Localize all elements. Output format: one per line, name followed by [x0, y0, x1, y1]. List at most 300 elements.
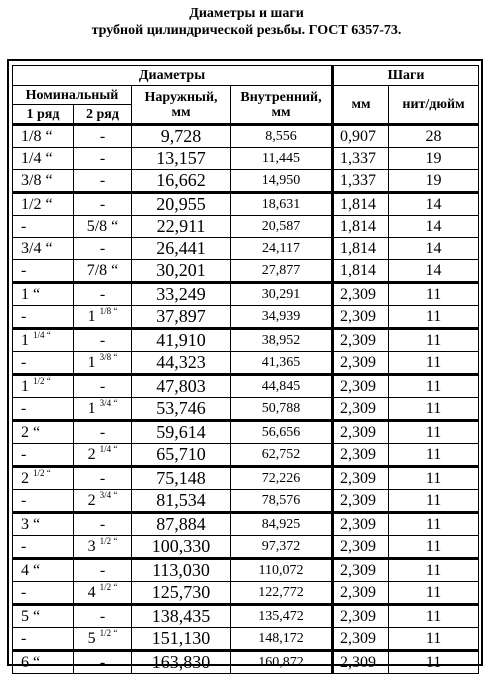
cell-row1 [13, 513, 74, 536]
cell-tpi-text: 11 [425, 377, 442, 395]
cell-inner-text: 84,925 [261, 516, 301, 532]
cell-inner [231, 513, 333, 536]
cell-row1 [13, 148, 74, 170]
cell-row1 [13, 628, 74, 651]
table-row [13, 283, 479, 306]
cell-row2 [74, 283, 132, 306]
cell-tpi [389, 283, 479, 306]
cell-row1 [13, 306, 74, 329]
cell-row1-text: 3/4 “ [21, 239, 53, 257]
cell-row2 [74, 490, 132, 513]
cell-inner [231, 421, 333, 444]
cell-mm [333, 559, 389, 582]
cell-tpi [389, 490, 479, 513]
cell-outer-text: 59,614 [156, 422, 206, 442]
cell-row1 [13, 329, 74, 352]
cell-row1 [13, 170, 74, 193]
cell-mm-text: 1,814 [340, 217, 377, 235]
cell-mm [333, 125, 389, 148]
cell-row2-text: - [99, 171, 106, 189]
cell-row1-text: 1/2 “ [21, 195, 53, 213]
header-inner [231, 86, 333, 125]
cell-inner-text: 34,939 [261, 308, 301, 324]
cell-row2-fraction: 1/8 “ [99, 305, 118, 316]
cell-inner [231, 559, 333, 582]
cell-inner [231, 375, 333, 398]
cell-outer-text: 16,662 [156, 170, 206, 190]
cell-tpi-text: 11 [425, 353, 442, 371]
cell-row1-text: - [21, 583, 27, 601]
cell-row1-text: 6 “ [21, 653, 41, 671]
cell-row2-text: 4 [87, 583, 96, 601]
cell-row1 [13, 283, 74, 306]
table-row [13, 421, 479, 444]
cell-outer [132, 651, 231, 674]
table-row [13, 193, 479, 216]
cell-row2-text: - [99, 515, 106, 533]
cell-row1-text: - [21, 307, 27, 325]
cell-tpi [389, 444, 479, 467]
cell-row2-fraction: 3/8 “ [99, 351, 118, 362]
cell-mm-text: 1,337 [340, 171, 377, 189]
header-inner-line1: Внутренний, [240, 89, 322, 105]
cell-row2 [74, 148, 132, 170]
cell-row2-fraction: 3/4 “ [99, 397, 118, 408]
table-row [13, 444, 479, 467]
cell-row1 [13, 467, 74, 490]
cell-tpi [389, 421, 479, 444]
cell-tpi [389, 605, 479, 628]
cell-tpi-text: 11 [425, 515, 442, 533]
table-row [13, 148, 479, 170]
cell-inner [231, 148, 333, 170]
cell-inner [231, 490, 333, 513]
cell-inner [231, 352, 333, 375]
cell-row1 [13, 125, 74, 148]
table-row [13, 467, 479, 490]
cell-outer [132, 148, 231, 170]
header-outer [132, 86, 231, 125]
cell-row2 [74, 628, 132, 651]
cell-row2-text: - [99, 377, 106, 395]
cell-inner-text: 30,291 [261, 286, 301, 302]
cell-row2 [74, 582, 132, 605]
cell-tpi [389, 216, 479, 238]
cell-tpi-text: 11 [425, 285, 442, 303]
header-inner-line2: мм [271, 104, 291, 120]
cell-inner [231, 306, 333, 329]
cell-inner-text: 41,365 [261, 354, 301, 370]
cell-row2-text: 1 [87, 399, 96, 417]
cell-outer [132, 125, 231, 148]
cell-inner-text: 62,752 [261, 446, 301, 462]
cell-tpi-text: 11 [425, 445, 442, 463]
cell-tpi-text: 11 [425, 491, 442, 509]
cell-mm-text: 2,309 [340, 445, 377, 463]
cell-outer-text: 53,746 [156, 398, 206, 418]
cell-mm-text: 2,309 [340, 399, 377, 417]
cell-row2-text: - [99, 127, 106, 145]
cell-row1 [13, 375, 74, 398]
cell-row2-text: - [99, 149, 106, 167]
cell-inner [231, 238, 333, 260]
cell-mm [333, 421, 389, 444]
cell-inner-text: 160,872 [258, 654, 304, 670]
cell-outer [132, 513, 231, 536]
header-diameters: Диаметры [13, 66, 333, 86]
cell-mm-text: 2,309 [340, 491, 377, 509]
cell-outer [132, 490, 231, 513]
table-body [13, 125, 479, 674]
header-mm: мм [333, 86, 389, 125]
cell-row1 [13, 559, 74, 582]
cell-row2 [74, 559, 132, 582]
cell-mm [333, 605, 389, 628]
cell-tpi [389, 536, 479, 559]
cell-inner [231, 651, 333, 674]
cell-tpi-text: 11 [425, 399, 442, 417]
table-row [13, 216, 479, 238]
cell-tpi-text: 11 [425, 331, 442, 349]
cell-tpi [389, 260, 479, 283]
cell-mm-text: 2,309 [340, 307, 377, 325]
cell-outer-text: 9,728 [160, 126, 202, 146]
cell-mm-text: 2,309 [340, 629, 377, 647]
cell-row1-text: - [21, 445, 27, 463]
cell-mm [333, 170, 389, 193]
cell-inner-text: 27,877 [261, 262, 301, 278]
table-row [13, 170, 479, 193]
cell-row2-text: - [99, 561, 106, 579]
cell-row1-text: 3/8 “ [21, 171, 53, 189]
cell-outer [132, 193, 231, 216]
cell-row2 [74, 605, 132, 628]
cell-row2 [74, 444, 132, 467]
cell-mm [333, 582, 389, 605]
cell-row1-text: - [21, 629, 27, 647]
table-row [13, 352, 479, 375]
cell-outer-text: 163,830 [151, 652, 211, 672]
cell-tpi [389, 125, 479, 148]
cell-row2 [74, 398, 132, 421]
cell-outer-text: 65,710 [156, 444, 206, 464]
cell-tpi [389, 193, 479, 216]
cell-row1-text: 1 [21, 331, 29, 349]
cell-row2 [74, 421, 132, 444]
cell-tpi-text: 11 [425, 583, 442, 601]
cell-row2-fraction: 1/2 “ [99, 581, 118, 592]
cell-outer-text: 26,441 [156, 238, 206, 258]
cell-row1-text: - [21, 399, 27, 417]
cell-outer [132, 329, 231, 352]
cell-row1 [13, 260, 74, 283]
header-tpi: нит/дюйм [389, 86, 479, 125]
cell-outer [132, 467, 231, 490]
cell-row1-text: 2 “ [21, 423, 41, 441]
table-row [13, 651, 479, 674]
cell-tpi [389, 513, 479, 536]
cell-tpi [389, 306, 479, 329]
cell-outer-text: 138,435 [151, 606, 211, 626]
thread-table [12, 65, 479, 674]
cell-outer-text: 100,330 [151, 536, 211, 556]
cell-inner-text: 11,445 [262, 150, 300, 166]
cell-row2 [74, 352, 132, 375]
cell-mm-text: 2,309 [340, 331, 377, 349]
cell-inner-text: 72,226 [261, 470, 301, 486]
cell-row1-text: 1 [21, 377, 29, 395]
cell-outer-text: 47,803 [156, 376, 206, 396]
cell-mm [333, 375, 389, 398]
cell-row2-text: - [99, 195, 106, 213]
cell-mm-text: 2,309 [340, 285, 377, 303]
cell-row1-text: 4 “ [21, 561, 41, 579]
cell-tpi-text: 14 [425, 239, 442, 257]
cell-row2-text: - [99, 653, 106, 671]
cell-row2 [74, 193, 132, 216]
cell-inner-text: 18,631 [261, 196, 301, 212]
header-row2: 2 ряд [74, 105, 132, 125]
cell-row2-text: 5/8 “ [86, 217, 119, 235]
cell-row1-text: 1/4 “ [21, 149, 53, 167]
cell-inner-text: 110,072 [258, 562, 304, 578]
cell-inner-text: 148,172 [258, 630, 304, 646]
cell-row2-text: 1 [87, 307, 96, 325]
cell-row1-text: - [21, 537, 27, 555]
cell-inner [231, 329, 333, 352]
cell-outer-text: 113,030 [152, 560, 210, 580]
cell-outer [132, 582, 231, 605]
cell-tpi-text: 19 [425, 149, 442, 167]
cell-outer [132, 628, 231, 651]
cell-tpi-text: 11 [425, 653, 442, 671]
cell-tpi-text: 14 [425, 217, 442, 235]
cell-mm-text: 2,309 [340, 653, 377, 671]
cell-row1-fraction: 1/2 “ [33, 467, 51, 478]
cell-outer-text: 41,910 [156, 330, 206, 350]
header-nominal: Номинальный [13, 86, 132, 105]
cell-outer [132, 605, 231, 628]
header-outer-line2: мм [171, 104, 191, 120]
cell-row2-fraction: 1/4 “ [99, 443, 118, 454]
cell-mm [333, 260, 389, 283]
cell-outer-text: 20,955 [156, 194, 206, 214]
cell-outer-text: 87,884 [156, 514, 206, 534]
cell-tpi-text: 11 [425, 423, 442, 441]
cell-outer [132, 238, 231, 260]
table-row [13, 559, 479, 582]
cell-mm [333, 329, 389, 352]
cell-mm [333, 306, 389, 329]
cell-mm [333, 238, 389, 260]
cell-row2-text: - [99, 423, 106, 441]
cell-inner [231, 260, 333, 283]
table-row [13, 329, 479, 352]
cell-tpi-text: 11 [425, 307, 442, 325]
cell-row2-text: 5 [87, 629, 96, 647]
cell-inner [231, 193, 333, 216]
cell-inner [231, 605, 333, 628]
cell-tpi [389, 628, 479, 651]
cell-row1 [13, 398, 74, 421]
cell-outer [132, 306, 231, 329]
cell-row2 [74, 306, 132, 329]
cell-inner-text: 20,587 [261, 218, 301, 234]
page-subtitle: трубной цилиндрической резьбы. ГОСТ 6357-73. [91, 23, 402, 38]
cell-row2-text: - [99, 285, 106, 303]
cell-mm [333, 513, 389, 536]
cell-mm-text: 2,309 [340, 607, 377, 625]
cell-row1-fraction: 1/2 “ [33, 375, 51, 386]
cell-row2-fraction: 1/2 “ [99, 535, 118, 546]
cell-row1 [13, 490, 74, 513]
cell-tpi-text: 11 [425, 629, 442, 647]
cell-row2-fraction: 1/2 “ [99, 627, 118, 638]
cell-mm-text: 0,907 [340, 127, 377, 145]
cell-tpi [389, 559, 479, 582]
cell-mm [333, 651, 389, 674]
cell-outer [132, 216, 231, 238]
cell-tpi [389, 238, 479, 260]
cell-tpi-text: 11 [425, 537, 442, 555]
cell-tpi-text: 11 [425, 469, 442, 487]
cell-row1 [13, 238, 74, 260]
cell-row2 [74, 170, 132, 193]
cell-mm [333, 467, 389, 490]
cell-tpi [389, 352, 479, 375]
cell-mm-text: 1,814 [340, 261, 377, 279]
cell-row2 [74, 125, 132, 148]
cell-row2 [74, 216, 132, 238]
cell-mm-text: 2,309 [340, 377, 377, 395]
cell-inner [231, 283, 333, 306]
cell-mm [333, 352, 389, 375]
cell-row2-text: 7/8 “ [86, 261, 119, 279]
page-title: Диаметры и шаги [189, 6, 304, 21]
cell-outer [132, 375, 231, 398]
cell-row1-text: - [21, 217, 27, 235]
cell-outer-text: 81,534 [156, 490, 206, 510]
cell-outer-text: 151,130 [151, 628, 211, 648]
cell-inner [231, 467, 333, 490]
cell-tpi [389, 467, 479, 490]
cell-mm [333, 536, 389, 559]
cell-mm [333, 148, 389, 170]
cell-row1 [13, 216, 74, 238]
cell-tpi-text: 11 [425, 561, 442, 579]
cell-outer-text: 33,249 [156, 284, 206, 304]
cell-row1-text: - [21, 261, 27, 279]
cell-row1 [13, 421, 74, 444]
cell-row2-text: 2 [87, 445, 96, 463]
cell-tpi-text: 14 [425, 261, 442, 279]
cell-mm-text: 2,309 [340, 537, 377, 555]
cell-inner [231, 628, 333, 651]
cell-row1 [13, 651, 74, 674]
cell-inner-text: 8,556 [265, 128, 297, 144]
cell-row2 [74, 467, 132, 490]
cell-inner [231, 398, 333, 421]
cell-outer-text: 30,201 [156, 260, 206, 280]
cell-mm [333, 490, 389, 513]
cell-row1-fraction: 1/4 “ [33, 329, 51, 340]
cell-row1-text: 1/8 “ [21, 127, 53, 145]
cell-row2 [74, 375, 132, 398]
table-row [13, 238, 479, 260]
cell-row1-text: - [21, 353, 27, 371]
cell-inner [231, 582, 333, 605]
cell-outer-text: 44,323 [156, 352, 206, 372]
cell-inner-text: 56,656 [261, 424, 301, 440]
cell-mm-text: 2,309 [340, 561, 377, 579]
header-steps: Шаги [333, 66, 479, 86]
cell-inner-text: 24,117 [262, 240, 300, 256]
cell-tpi-text: 14 [425, 195, 442, 213]
cell-tpi [389, 651, 479, 674]
cell-tpi [389, 398, 479, 421]
cell-tpi [389, 170, 479, 193]
cell-row2 [74, 651, 132, 674]
cell-row1-text: 3 “ [21, 515, 41, 533]
cell-row2 [74, 536, 132, 559]
cell-inner-text: 38,952 [261, 332, 301, 348]
cell-inner-text: 78,576 [261, 492, 301, 508]
table-row [13, 628, 479, 651]
cell-outer-text: 13,157 [156, 148, 206, 168]
cell-mm-text: 1,814 [340, 195, 377, 213]
cell-mm [333, 216, 389, 238]
cell-outer [132, 170, 231, 193]
cell-outer [132, 421, 231, 444]
cell-inner-text: 122,772 [258, 584, 304, 600]
cell-outer [132, 398, 231, 421]
cell-mm [333, 283, 389, 306]
table-row [13, 375, 479, 398]
cell-tpi-text: 19 [425, 171, 442, 189]
cell-mm [333, 628, 389, 651]
cell-outer-text: 125,730 [151, 582, 211, 602]
cell-row1-text: - [21, 491, 27, 509]
cell-row2 [74, 513, 132, 536]
cell-outer [132, 559, 231, 582]
cell-outer-text: 75,148 [156, 468, 206, 488]
cell-inner [231, 170, 333, 193]
cell-outer [132, 536, 231, 559]
cell-row1 [13, 352, 74, 375]
cell-inner-text: 44,845 [261, 378, 301, 394]
cell-row2-fraction: 3/4 “ [99, 489, 118, 500]
cell-inner-text: 50,788 [261, 400, 301, 416]
table-row [13, 306, 479, 329]
table-row [13, 605, 479, 628]
cell-row1-text: 1 “ [21, 285, 41, 303]
cell-row1 [13, 582, 74, 605]
table-row [13, 490, 479, 513]
cell-mm-text: 2,309 [340, 423, 377, 441]
header-outer-line1: Наружный, [144, 89, 218, 105]
table-row [13, 125, 479, 148]
cell-row2-text: - [99, 331, 106, 349]
cell-row2-text: 3 [87, 537, 96, 555]
cell-outer [132, 283, 231, 306]
cell-tpi [389, 375, 479, 398]
table-row [13, 513, 479, 536]
cell-mm-text: 1,814 [340, 239, 377, 257]
cell-row2-text: 1 [87, 353, 96, 371]
cell-inner-text: 14,950 [261, 172, 301, 188]
cell-tpi [389, 582, 479, 605]
cell-mm [333, 444, 389, 467]
